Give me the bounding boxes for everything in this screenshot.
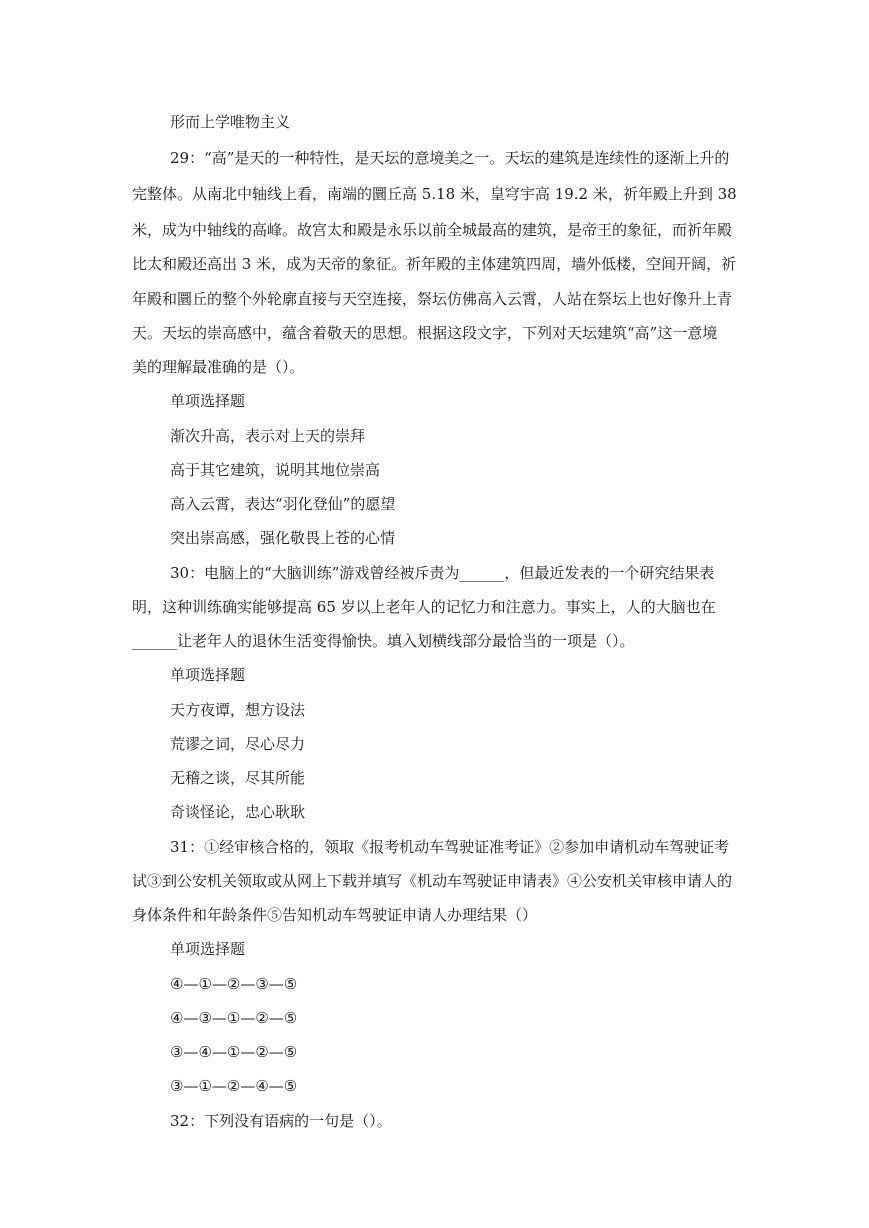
question-30-option: 无稽之谈，尽其所能 — [170, 769, 306, 787]
question-29-line: 美的理解最准确的是（）。 — [132, 358, 305, 376]
question-31-option: ③—④—①—②—⑤ — [170, 1043, 298, 1061]
question-32-line: 32：下列没有语病的一句是（）。 — [170, 1112, 392, 1130]
question-31-type: 单项选择题 — [170, 940, 246, 958]
question-30-line: 30：电脑上的“大脑训练”游戏曾经被斥责为______，但最近发表的一个研究结果表 — [170, 564, 715, 582]
question-31-option: ③—①—②—④—⑤ — [170, 1077, 298, 1095]
question-29-line: 29：“高”是天的一种特性，是天坛的意境美之一。天坛的建筑是连续性的逐渐上升的 — [170, 149, 730, 167]
question-29-type: 单项选择题 — [170, 392, 246, 410]
question-30-line: 明，这种训练确实能够提高 65 岁以上老年人的记忆力和注意力。事实上，人的大脑也在 — [132, 598, 716, 616]
question-30-option: 奇谈怪论，忠心耿耿 — [170, 803, 306, 821]
question-31-option: ④—③—①—②—⑤ — [170, 1009, 298, 1027]
question-30-type: 单项选择题 — [170, 666, 246, 684]
question-31-line: 试③到公安机关领取或从网上下载并填写《机动车驾驶证申请表》④公安机关审核申请人的 — [132, 872, 733, 890]
question-29-option: 高于其它建筑，说明其地位崇高 — [170, 461, 381, 479]
question-29-line: 完整体。从南北中轴线上看，南端的圜丘高 5.18 米，皇穹宇高 19.2 米，祈年殿上升到 38 — [132, 185, 737, 203]
question-29-line: 年殿和圜丘的整个外轮廓直接与天空连接，祭坛仿佛高入云霄，人站在祭坛上也好像升上青 — [132, 290, 733, 308]
question-30-option: 天方夜谭，想方设法 — [170, 701, 306, 719]
question-29-option: 渐次升高，表示对上天的崇拜 — [170, 427, 366, 445]
header-line: 形而上学唯物主义 — [170, 113, 291, 131]
question-31-option: ④—①—②—③—⑤ — [170, 975, 298, 993]
question-29-option: 突出崇高感，强化敬畏上苍的心情 — [170, 529, 396, 547]
question-29-line: 天。天坛的崇高感中，蕴含着敬天的思想。根据这段文字，下列对天坛建筑“高”这一意境 — [132, 324, 718, 342]
question-31-line: 31：①经审核合格的，领取《报考机动车驾驶证准考证》②参加申请机动车驾驶证考 — [170, 838, 730, 856]
question-29-line: 比太和殿还高出 3 米，成为天帝的象征。祈年殿的主体建筑四周，墙外低楼，空间开阔，祈 — [132, 255, 737, 273]
question-30-line: ______让老年人的退休生活变得愉快。填入划横线部分最恰当的一项是（）。 — [132, 632, 635, 650]
question-29-option: 高入云霄，表达“羽化登仙”的愿望 — [170, 495, 396, 513]
question-31-line: 身体条件和年龄条件⑤告知机动车驾驶证申请人办理结果（） — [132, 906, 538, 924]
question-30-option: 荒谬之词，尽心尽力 — [170, 735, 306, 753]
question-29-line: 米，成为中轴线的高峰。故宫太和殿是永乐以前全城最高的建筑，是帝王的象征，而祈年殿 — [132, 221, 733, 239]
